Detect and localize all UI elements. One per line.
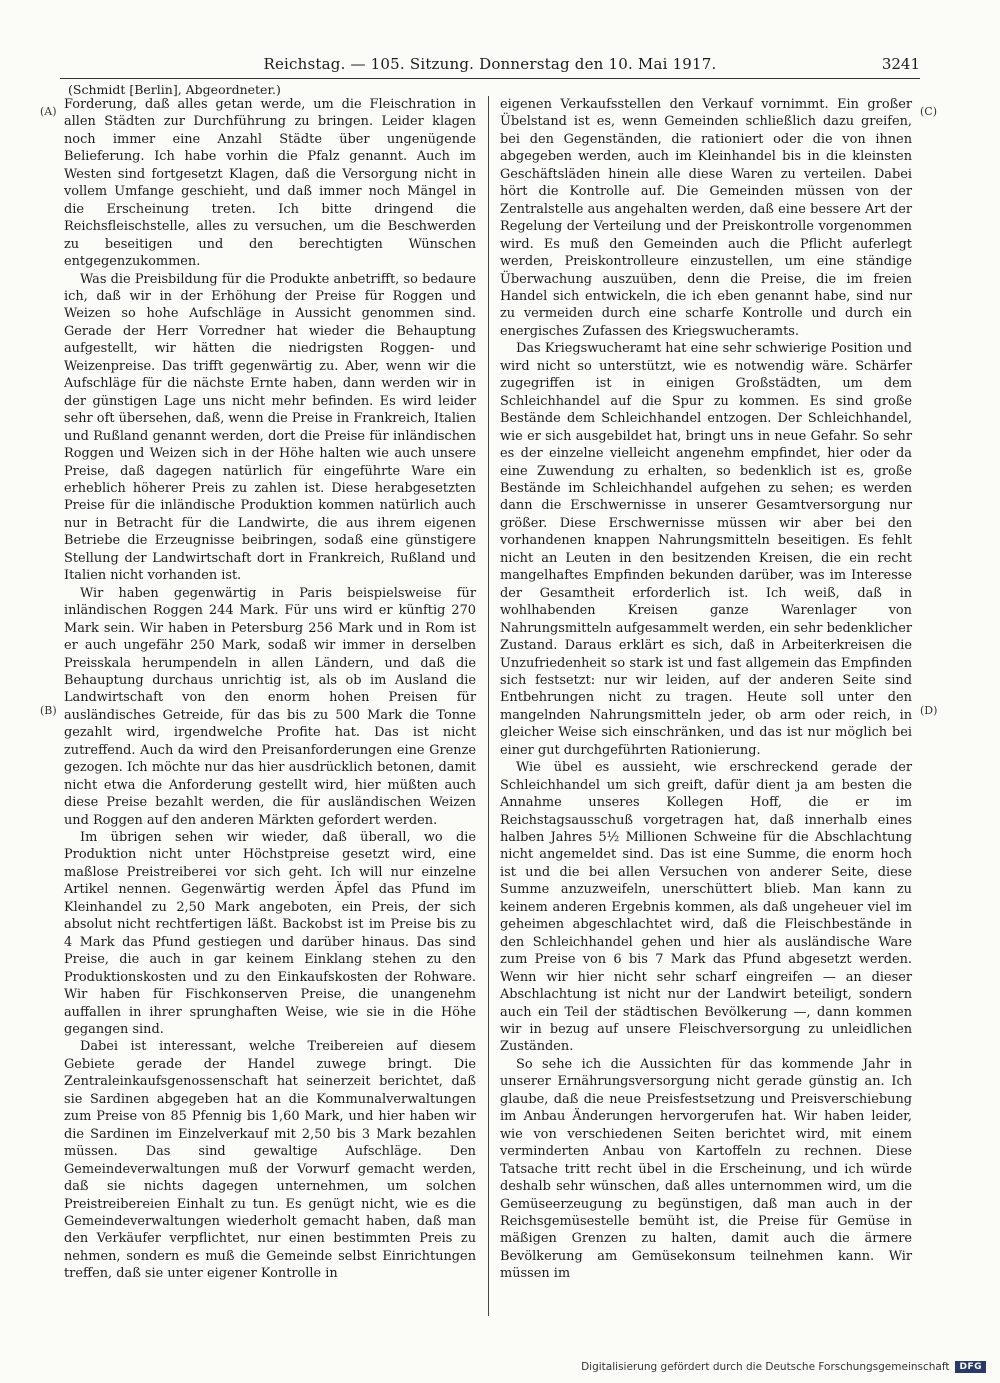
speaker-line: (Schmidt [Berlin], Abgeordneter.) bbox=[68, 82, 281, 97]
right-column bbox=[500, 96, 912, 1283]
paragraph: Wir haben gegenwärtig in Paris beispielsweise für inländischen Roggen 244 Mark. Für uns wird er künftig 270 Mark sein. Wir haben in Petersburg 256 Mark und in Rom ist er auch ungefähr 250 Mark, sodaß wir immer in derselben Preisskala herumpendeln in allen Ländern, und daß die Behauptung durchaus unrichtig ist, als ob im Ausland die Landwirtschaft von den enorm hohen Preisen für ausländisches Getreide, für das bis zu 500 Mark die Tonne gezahlt wird, irgendwelche Profite hat. Das ist nicht zutreffend. Auch da wird den Preisanforderungen eine Grenze gezogen. Ich möchte nur das hier ausdrücklich betonen, damit nicht etwa die Anforderung gestellt wird, hier müßten auch diese Preise bezahlt werden, die für ausländischen Weizen und Roggen auf den anderen Märkten gefordert werden. bbox=[64, 585, 476, 828]
header-rule bbox=[60, 78, 920, 79]
paragraph: So sehe ich die Aussichten für das kommende Jahr in unserer Ernährungsversorgung nicht gerade günstig an. Ich glaube, daß die neue Preisfestsetzung und Preisverschiebung im Anbau Änderungen hervorgerufen hat. Wir haben leider, wie von verschiedenen Seiten berichtet wird, mit einem verminderten Anbau von Kartoffeln zu rechnen. Diese Tatsache tritt recht übel in die Erscheinung, und ich würde deshalb sehr wünschen, daß alles unternommen wird, um die Gemüseerzeugung zu begünstigen, daß man auch in der Reichsgemüsestelle bemüht ist, die Preise für Gemüse in mäßigen Grenzen zu halten, damit auch die ärmere Bevölkerung am Gemüsekonsum teilnehmen kann. Wir müssen im bbox=[500, 1056, 912, 1282]
paragraph: Das Kriegswucheramt hat eine sehr schwierige Position und wird nicht so unterstützt, wie es notwendig wäre. Schärfer zugegriffen ist in einigen Großstädten, um dem Schleichhandel auf die Spur zu kommen. Es sind große Bestände dem Schleichhandel entzogen. Der Schleichhandel, wie er sich ausgebildet hat, bringt uns in neue Gefahr. So sehr es der einzelne vielleicht angenehm empfindet, hier oder da eine Zuwendung zu erhalten, so bedenklich ist es, große Bestände im Schleichhandel aufgehen zu sehen; es werden dann die Erschwernisse in unserer Gesamtversorgung nur größer. Diese Erschwernisse müssen wir aber bei den vorhandenen knappen Nahrungsmitteln beseitigen. Es fehlt nicht an Leuten in den besitzenden Kreisen, die ein recht mangelhaftes Empfinden bekunden darüber, was im Interesse der Gesamtheit erforderlich ist. Ich weiß, daß in wohlhabenden Kreisen ganze Warenlager von Nahrungsmitteln aufgesammelt werden, ein sehr bedenklicher Zustand. Daraus erklärt es sich, daß in Arbeiterkreisen die Unzufriedenheit so stark ist und fast allgemein das Empfinden sich festsetzt: nur wir leiden, auf der anderen Seite sind Entbehrungen nicht zu tragen. Heute soll unter den mangelnden Nahrungsmitteln jeder, ob arm oder reich, in gleicher Weise sich einschränken, und das ist nur möglich bei einer gut durchgeführten Rationierung. bbox=[500, 341, 912, 758]
margin-mark-d: (D) bbox=[920, 704, 938, 717]
margin-mark-b: (B) bbox=[40, 704, 57, 717]
paragraph: Im übrigen sehen wir wieder, daß überall, wo die Produktion nicht unter Höchstpreise gesetzt wird, eine maßlose Preistreiberei vor sich geht. Ich will nur einzelne Artikel nennen. Gegenwärtig werden Äpfel das Pfund im Kleinhandel zu 2,50 Mark angeboten, ein Preis, der sich absolut nicht rechtfertigen läßt. Backobst ist im Preise bis zu 4 Mark das Pfund gestiegen und darüber hinaus. Das sind Preise, die auch in gar keinem Einklang stehen zu den Produktionskosten und zu den Einkaufskosten der Rohware. Wir haben für Fischkonserven Preise, die unangenehm auffallen in ihrer sprunghaften Weise, wie sie in die Höhe gegangen sind. bbox=[64, 830, 476, 1038]
footer-text: Digitalisierung gefördert durch die Deutsche Forschungsgemeinschaft bbox=[581, 1361, 950, 1373]
page-number: 3241 bbox=[881, 55, 920, 73]
margin-mark-a: (A) bbox=[40, 105, 57, 118]
margin-mark-c: (C) bbox=[920, 105, 937, 118]
paragraph: Forderung, daß alles getan werde, um die Fleischration in allen Städten zur Durchführung zu bringen. Leider klagen noch immer eine Anzahl Städte über ungenügende Belieferung. Ich habe vorhin die Pfalz genannt. Auch im Westen sind fortgesetzt Klagen, daß die Versorgung nicht in vollem Umfange geschieht, und daß immer noch Mängel in die Erscheinung treten. Ich bitte dringend die Reichsfleischstelle, alles zu versuchen, um die Beschwerden zu beseitigen und den berechtigten Wünschen entgegenzukommen. bbox=[64, 97, 476, 270]
column-divider bbox=[488, 96, 489, 1316]
running-header bbox=[60, 52, 920, 76]
paragraph: Wie übel es aussieht, wie erschreckend gerade der Schleichhandel um sich greift, dafür dient ja am besten die Annahme unseres Kollegen Hoff, die er im Reichstagsausschuß vorgetragen hat, daß innerhalb eines halben Jahres 5½ Millionen Schweine für die Abschlachtung nicht angemeldet sind. Das ist eine Summe, die enorm hoch ist und die bei allen Versuchen von anderer Seite, diese Summe anzuzweifeln, unerschüttert blieb. Man kann zu keinem anderen Ergebnis kommen, als daß ungeheuer viel im geheimen abgeschlachtet wird, daß die Fleischbestände in den Schleichhandel gehen und hier als ausländische Ware zum Preise von 6 bis 7 Mark das Pfund abgesetzt werden. Wenn wir hier nicht sehr scharf eingreifen — an dieser Abschlachtung ist nicht nur der Landwirt beteiligt, sondern auch ein Teil der städtischen Bevölkerung —, dann kommen wir in bezug auf unsere Fleischversorgung zu unleidlichen Zuständen. bbox=[500, 760, 912, 1055]
footer bbox=[581, 1361, 986, 1373]
paragraph: Dabei ist interessant, welche Treibereien auf diesem Gebiete gerade der Handel zuwege bringt. Die Zentraleinkaufsgenossenschaft hat seinerzeit berichtet, daß sie Sardinen abgegeben hat an die Kommunalverwaltungen zum Preise von 85 Pfennig bis 1,60 Mark, und hier haben wir die Sardinen im Einzelverkauf mit 2,50 bis 3 Mark bezahlen müssen. Das sind gewaltige Aufschläge. Den Gemeindeverwaltungen muß der Vorwurf gemacht werden, daß sie nichts dagegen unternehmen, um solchen Preistreibereien Einhalt zu tun. Es genügt nicht, wie es die Gemeindeverwaltungen wiederholt gemacht haben, daß man den Verkäufer verpflichtet, nur einen bestimmten Preis zu nehmen, sondern es muß die Gemeinde selbst Einrichtungen treffen, daß sie unter eigener Kontrolle in bbox=[64, 1039, 476, 1282]
paragraph: eigenen Verkaufsstellen den Verkauf vornimmt. Ein großer Übelstand ist es, wenn Gemeinden schließlich dazu greifen, bei den Gegenständen, die rationiert oder die von ihnen abgegeben werden, auch im Kleinhandel bis in die kleinsten Geschäftsläden hinein alle diese Waren zu verteilen. Dabei hört die Kontrolle auf. Die Gemeinden müssen von der Zentralstelle aus angehalten werden, daß eine bessere Art der Regelung der Verteilung und der Preiskontrolle vorgenommen wird. Es muß den Gemeinden auch die Pflicht auferlegt werden, Preiskontrolleure einzustellen, um eine ständige Überwachung auszuüben, denn die Preise, die im freien Handel sich entwickeln, die ich eben genannt habe, sind nur zu vermeiden durch eine scharfe Kontrolle und durch ein energisches Zufassen des Kriegswucheramts. bbox=[500, 97, 912, 339]
left-column bbox=[64, 96, 476, 1283]
running-title: Reichstag. — 105. Sitzung. Donnerstag den 10. Mai 1917. bbox=[263, 55, 717, 73]
dfg-logo: DFG bbox=[955, 1361, 986, 1373]
paragraph: Was die Preisbildung für die Produkte anbetrifft, so bedaure ich, daß wir in der Erhöhung der Preise für Roggen und Weizen so hohe Aufschläge in Aussicht genommen sind. Gerade der Herr Vorredner hat wieder die Behauptung aufgestellt, wir hätten die niedrigsten Roggen- und Weizenpreise. Das trifft gegenwärtig zu. Aber, wenn wir die Aufschläge für die nächste Ernte haben, dann werden wir in der günstigen Lage uns nicht mehr befinden. Es wird leider sehr oft übersehen, daß, wenn die Preise in Frankreich, Italien und Rußland genannt werden, dort die Preise für inländischen Roggen und Weizen sich in der Höhe halten wie auch unsere Preise, daß dagegen natürlich für eingeführte Ware ein erheblich höherer Preis zu zahlen ist. Diese herabgesetzten Preise für die inländische Produktion kommen natürlich auch nur in Betracht für die Landwirte, die aus ihrem eigenen Betriebe die Erzeugnisse beibringen, sodaß eine günstigere Stellung der Landwirtschaft dort in Frankreich, Rußland und Italien nicht vorhanden ist. bbox=[64, 271, 476, 584]
